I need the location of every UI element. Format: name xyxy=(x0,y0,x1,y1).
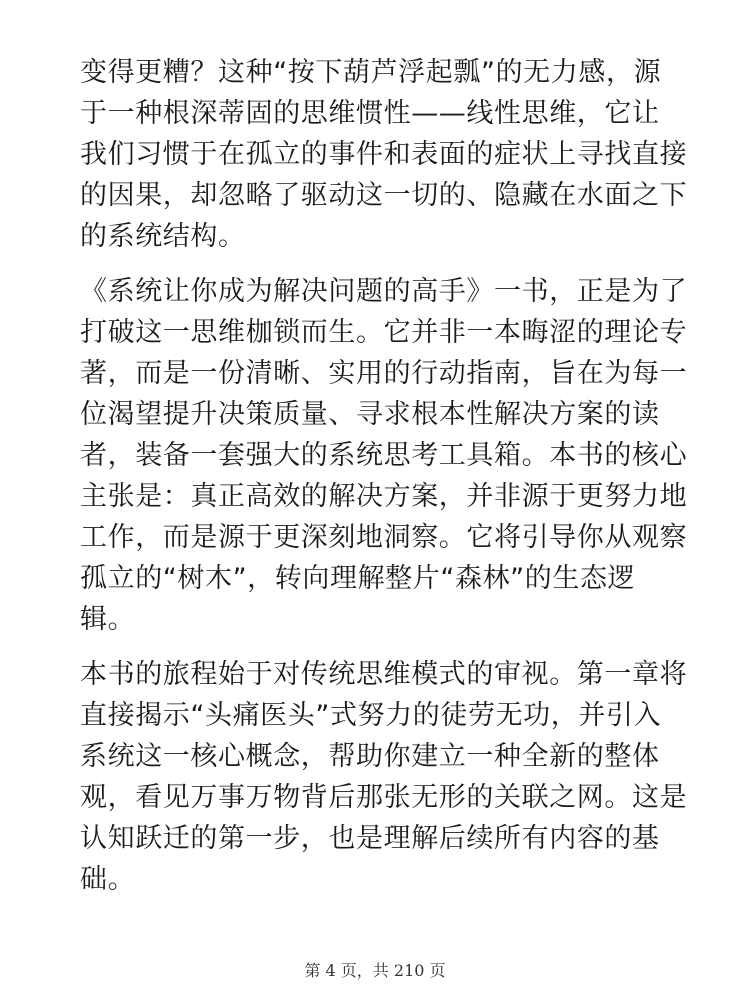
text-line: 者，装备一套强大的系统思考工具箱。本书的核心 xyxy=(80,440,688,471)
text-line: 的因果，却忽略了驱动这一切的、隐藏在水面之下 xyxy=(80,180,688,211)
text-line: 系统这一核心概念，帮助你建立一种全新的整体 xyxy=(80,741,660,772)
paragraph-3 xyxy=(80,654,688,900)
text-line: 认知跃迁的第一步，也是理解后续所有内容的基 xyxy=(80,823,660,854)
text-line: 位渴望提升决策质量、寻求根本性解决方案的读 xyxy=(80,399,660,430)
text-line: 工作，而是源于更深刻地洞察。它将引导你从观察 xyxy=(80,522,688,553)
text-line: 《系统让你成为解决问题的高手》一书，正是为了 xyxy=(80,276,688,307)
text-line: 直接揭示“头痛医头”式努力的徒劳无功，并引入 xyxy=(80,700,662,731)
text-line: 的系统结构。 xyxy=(80,221,246,252)
text-line: 著，而是一份清晰、实用的行动指南，旨在为每一 xyxy=(80,358,688,389)
text-line: 观，看见万事万物背后那张无形的关联之网。这是 xyxy=(80,782,688,813)
text-line: 主张是：真正高效的解决方案，并非源于更努力地 xyxy=(80,481,688,512)
text-line: 本书的旅程始于对传统思维模式的审视。第一章将 xyxy=(80,659,688,690)
text-line: 孤立的“树木”，转向理解整片“森林”的生态逻 xyxy=(80,563,636,594)
text-line: 我们习惯于在孤立的事件和表面的症状上寻找直接 xyxy=(80,139,688,170)
text-line: 打破这一思维枷锁而生。它并非一本晦涩的理论专 xyxy=(80,317,688,348)
text-line: 础。 xyxy=(80,864,136,895)
paragraph-1 xyxy=(80,52,688,257)
text-line: 于一种根深蒂固的思维惯性——线性思维，它让 xyxy=(80,98,660,129)
page-number-footer: 第 4 页，共 210 页 xyxy=(304,961,446,980)
text-line: 辑。 xyxy=(80,604,136,635)
body-text xyxy=(80,52,688,914)
paragraph-2 xyxy=(80,271,688,640)
text-line: 变得更糟？这种“按下葫芦浮起瓢”的无力感，源 xyxy=(80,57,662,88)
